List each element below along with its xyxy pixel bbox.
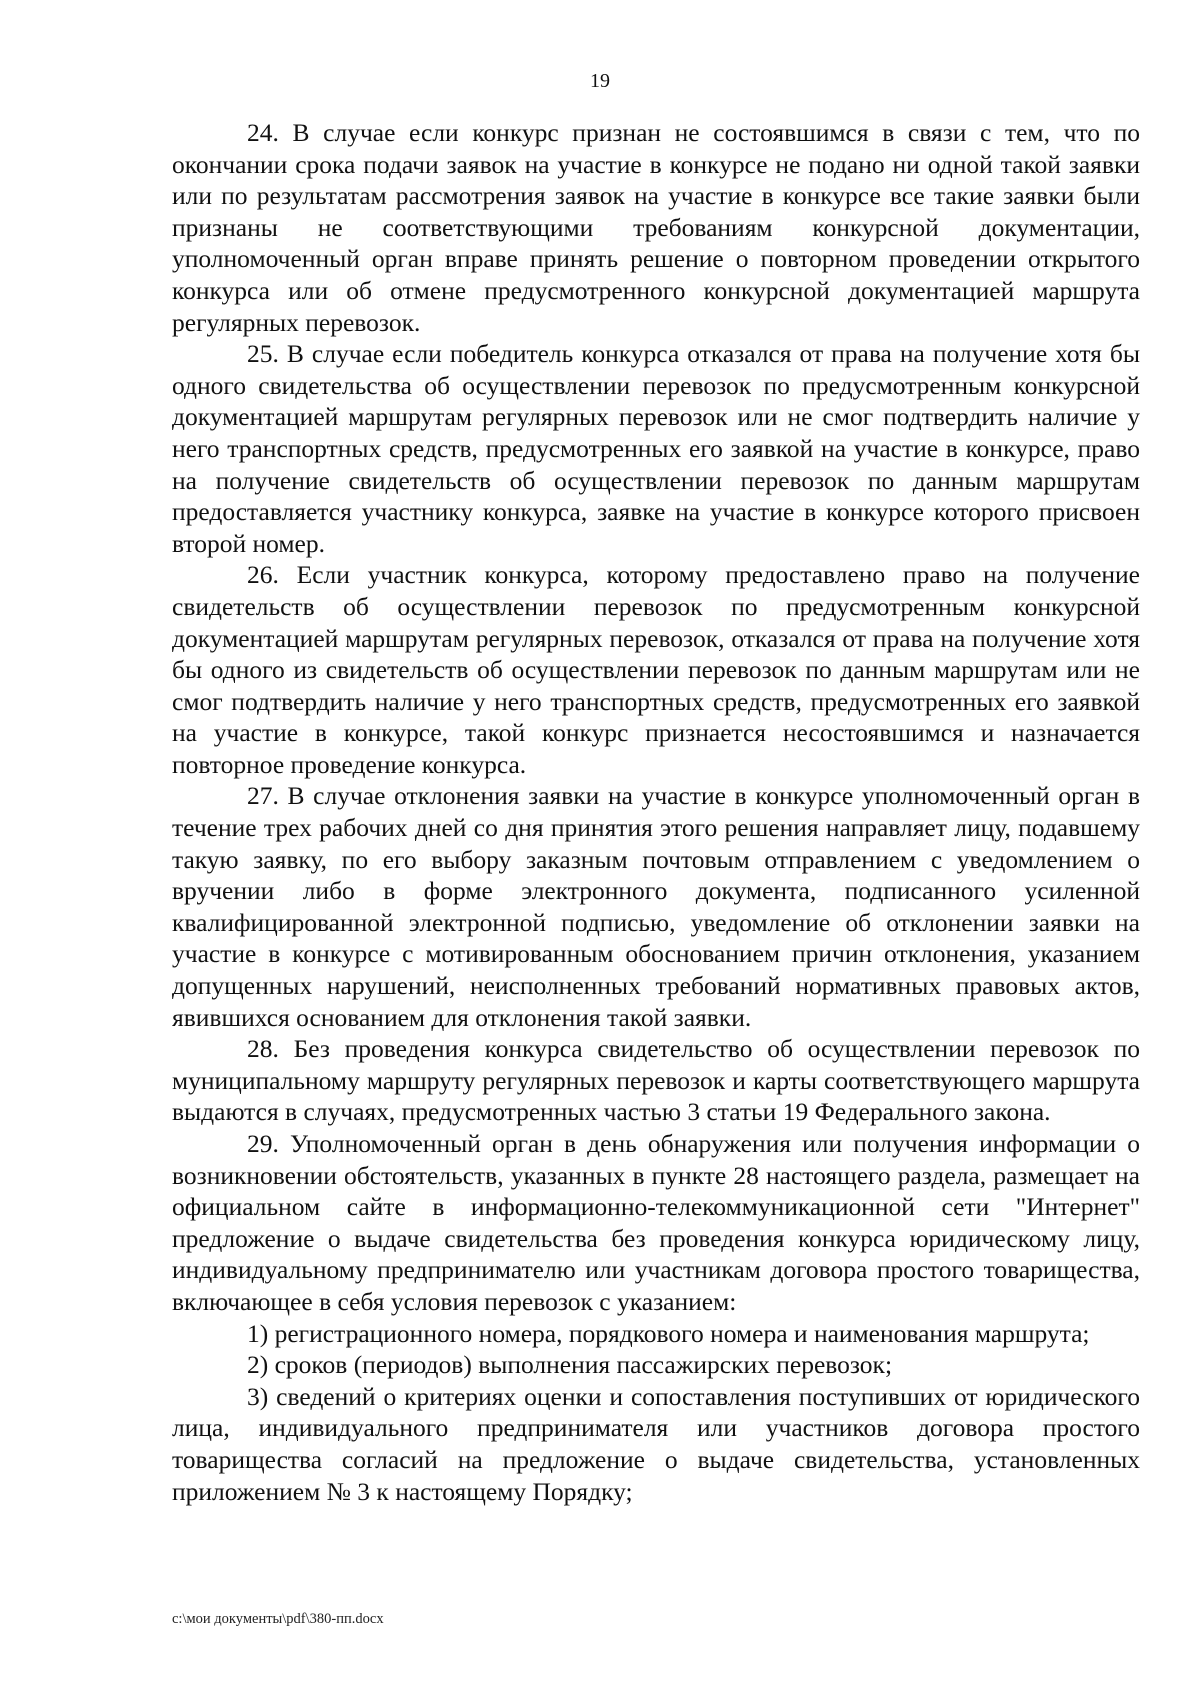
- paragraph-25: 25. В случае если победитель конкурса отказался от права на получение хотя бы одного свидетельства об осуществлении перевозок по предусмотренным конкурсной документацией маршрутам регулярных перевозок или не смог подтвердить наличие у него транспортных средств, предусмотренных его заявкой на участие в конкурсе, право на получение свидетельств об осуществлении перевозок по данным маршрутам предоставляется участнику конкурса, заявке на участие в конкурсе которого присвоен второй номер.: [172, 339, 1140, 558]
- page-number: 19: [590, 70, 610, 92]
- paragraph-29: 29. Уполномоченный орган в день обнаружения или получения информации о возникновении обстоятельств, указанных в пункте 28 настоящего раздела, размещает на официальном сайте в информационно-телекоммуникационной сети "Интернет" предложение о выдаче свидетельства без проведения конкурса юридическому лицу, индивидуальному предпринимателю или участникам договора простого товарищества, включающее в себя условия перевозок с указанием:: [172, 1129, 1140, 1316]
- list-item-3: 3) сведений о критериях оценки и сопоставления поступивших от юридического лица, индивидуального предпринимателя или участников договора простого товарищества согласий на предложение о выдаче свидетельства, установленных приложением № 3 к настоящему Порядку;: [172, 1381, 1140, 1506]
- list-item-1: 1) регистрационного номера, порядкового номера и наименования маршрута;: [247, 1318, 1090, 1348]
- paragraph-27: 27. В случае отклонения заявки на участие в конкурсе уполномоченный орган в течение трех рабочих дней со дня принятия этого решения направляет лицу, подавшему такую заявку, по его выбору заказным почтовым отправлением с уведомлением о вручении либо в форме электронного документа, подписанного усиленной квалифицированной электронной подписью, уведомление об отклонении заявки на участие в конкурсе с мотивированным обоснованием причин отклонения, указанием допущенных нарушений, неисполненных требований нормативных правовых актов, явившихся основанием для отклонения такой заявки.: [172, 781, 1140, 1032]
- paragraph-24: 24. В случае если конкурс признан не состоявшимся в связи с тем, что по окончании срока подачи заявок на участие в конкурсе не подано ни одной такой заявки или по результатам рассмотрения заявок на участие в конкурсе все такие заявки были признаны не соответствующими требованиям конкурсной документации, уполномоченный орган вправе принять решение о повторном проведении открытого конкурса или об отмене предусмотренного конкурсной документацией маршрута регулярных перевозок.: [172, 118, 1140, 337]
- list-item-2: 2) сроков (периодов) выполнения пассажирских перевозок;: [247, 1350, 893, 1380]
- footer-file-path: c:\мои документы\pdf\380-пп.docx: [172, 1611, 384, 1627]
- document-body: [172, 117, 1140, 1507]
- paragraph-26: 26. Если участник конкурса, которому предоставлено право на получение свидетельств об осуществлении перевозок по предусмотренным конкурсной документацией маршрутам регулярных перевозок, отказался от права на получение хотя бы одного из свидетельств об осуществлении перевозок по данным маршрутам или не смог подтвердить наличие у него транспортных средств, предусмотренных его заявкой на участие в конкурсе, такой конкурс признается несостоявшимся и назначается повторное проведение конкурса.: [172, 560, 1140, 779]
- paragraph-28: 28. Без проведения конкурса свидетельство об осуществлении перевозок по муниципальному маршруту регулярных перевозок и карты соответствующего маршрута выдаются в случаях, предусмотренных частью 3 статьи 19 Федерального закона.: [172, 1034, 1140, 1127]
